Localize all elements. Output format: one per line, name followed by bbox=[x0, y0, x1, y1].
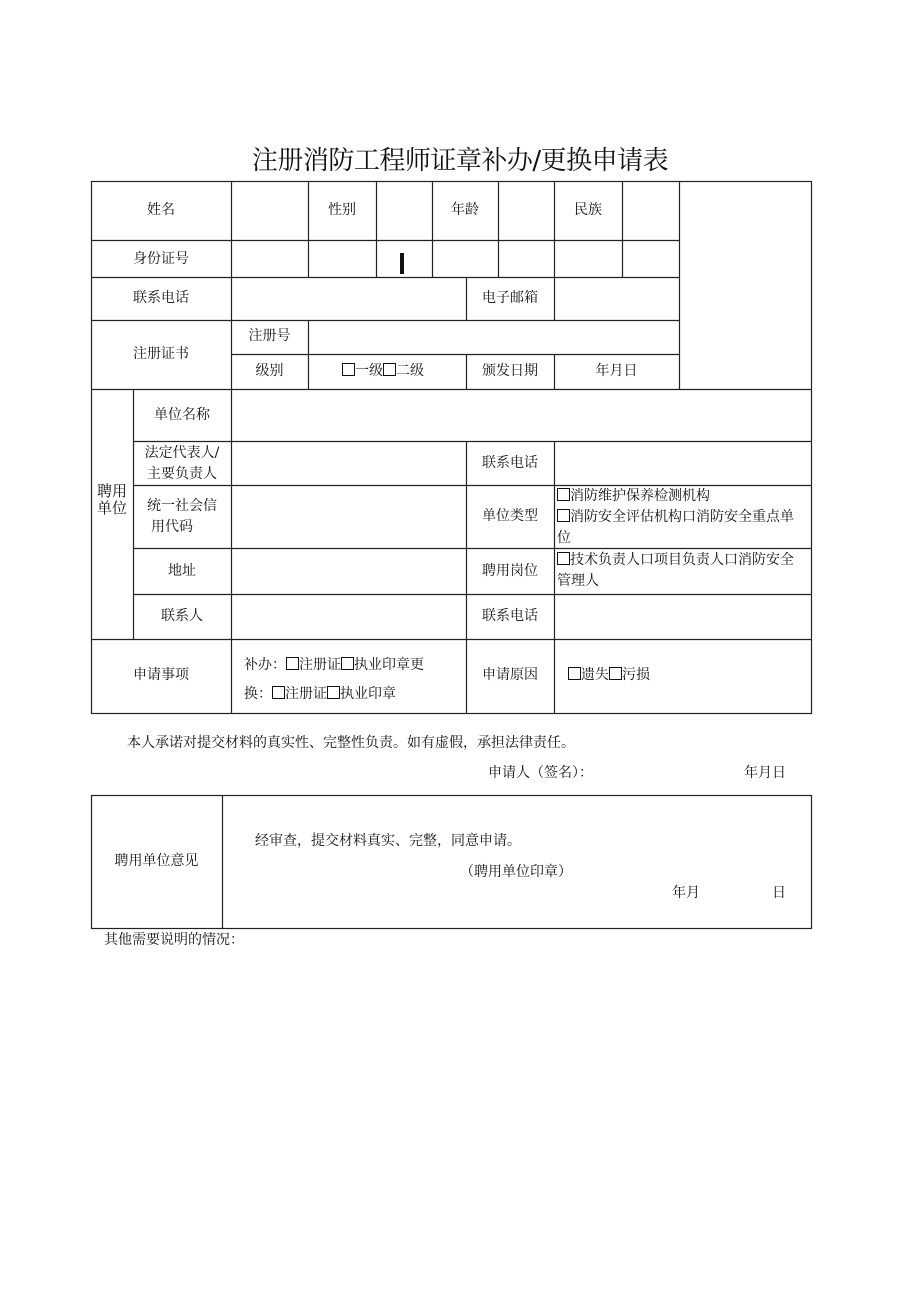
id-number-label: 身份证号 bbox=[133, 251, 189, 267]
position-options-text: 技术负责人口项目负责人口消防安全管理人 bbox=[557, 552, 794, 589]
level-options bbox=[342, 361, 424, 382]
reg-no-label: 注册号 bbox=[248, 328, 291, 344]
issue-date-format: 年月日 bbox=[595, 363, 638, 379]
reissue-label: 补办： bbox=[244, 657, 286, 673]
level1-checkbox[interactable] bbox=[342, 363, 355, 376]
reissue-seal-label: 执业印章更 bbox=[354, 657, 424, 673]
replace-reg-cert-label: 注册证 bbox=[285, 686, 327, 702]
legal-rep-label-2: 主要负责人 bbox=[147, 466, 217, 482]
text-cursor bbox=[400, 253, 404, 274]
address-label: 地址 bbox=[168, 563, 196, 579]
damaged-label: 污损 bbox=[622, 667, 650, 683]
applicant-signature-label: 申请人（签名）： bbox=[488, 765, 593, 781]
level-label: 级别 bbox=[255, 363, 284, 379]
unit-type-option-2-text: 消防安全评估机构口消防安全重点单位 bbox=[557, 509, 794, 546]
reissue-seal-checkbox[interactable] bbox=[341, 657, 354, 670]
unit-type-checkbox-1[interactable] bbox=[557, 488, 570, 501]
reissue-reg-cert-checkbox[interactable] bbox=[286, 657, 299, 670]
unit-type-option-1 bbox=[557, 486, 710, 507]
cert-label: 注册证书 bbox=[133, 346, 189, 362]
application-label: 申请事项 bbox=[133, 667, 189, 683]
applicant-sign-date: 年月日 bbox=[744, 765, 786, 781]
unit-type-checkbox-2[interactable] bbox=[557, 509, 570, 522]
phone-label: 联系电话 bbox=[133, 290, 189, 306]
replace-seal-label: 执业印章 bbox=[340, 686, 396, 702]
damaged-checkbox[interactable] bbox=[609, 667, 622, 680]
opinion-year-month: 年月 bbox=[672, 885, 700, 901]
pledge-text: 本人承诺对提交材料的真实性、完整性负责。如有虚假，承担法律责任。 bbox=[127, 735, 575, 751]
lost-label: 遗失 bbox=[581, 667, 609, 683]
unit-type-option-2 bbox=[557, 507, 807, 549]
level2-checkbox[interactable] bbox=[383, 363, 396, 376]
opinion-label: 聘用单位意见 bbox=[114, 853, 199, 869]
employer-phone-label: 联系电话 bbox=[482, 455, 538, 471]
other-notes-label: 其他需要说明的情况： bbox=[104, 932, 244, 948]
unit-type-label: 单位类型 bbox=[482, 508, 538, 524]
position-options bbox=[557, 550, 807, 592]
age-label: 年龄 bbox=[451, 202, 479, 218]
level1-label: 一级 bbox=[355, 363, 383, 379]
reissue-line bbox=[244, 655, 424, 676]
contact-phone2-label: 联系电话 bbox=[482, 608, 538, 624]
reason-options bbox=[568, 665, 650, 686]
legal-rep-label-1: 法定代表人/ bbox=[144, 445, 220, 461]
replace-label: 换： bbox=[244, 686, 272, 702]
employer-section-label: 聘用单位 bbox=[96, 482, 127, 517]
level2-label: 二级 bbox=[396, 363, 424, 379]
issue-date-label: 颁发日期 bbox=[482, 363, 538, 379]
position-checkbox[interactable] bbox=[557, 552, 570, 565]
gender-label: 性别 bbox=[328, 202, 356, 218]
name-label: 姓名 bbox=[147, 202, 175, 218]
credit-code-label-1: 统一社会信 bbox=[147, 498, 217, 514]
replace-seal-checkbox[interactable] bbox=[327, 686, 340, 699]
reissue-reg-cert-label: 注册证 bbox=[299, 657, 341, 673]
replace-line bbox=[244, 684, 396, 705]
ethnicity-label: 民族 bbox=[574, 202, 602, 218]
unit-name-label: 单位名称 bbox=[154, 407, 210, 423]
contact-person-label: 联系人 bbox=[161, 608, 203, 624]
email-label: 电子邮箱 bbox=[482, 290, 538, 306]
opinion-seal-note: （聘用单位印章） bbox=[460, 864, 572, 880]
credit-code-label-2: 用代码 bbox=[151, 519, 193, 535]
reason-label: 申请原因 bbox=[482, 667, 538, 683]
position-label: 聘用岗位 bbox=[482, 563, 538, 579]
form-title: 注册消防工程师证章补办/更换申请表 bbox=[251, 146, 669, 176]
lost-checkbox[interactable] bbox=[568, 667, 581, 680]
replace-reg-cert-checkbox[interactable] bbox=[272, 686, 285, 699]
opinion-day: 日 bbox=[772, 885, 786, 901]
opinion-text: 经审查，提交材料真实、完整，同意申请。 bbox=[255, 833, 521, 849]
unit-type-option-1-text: 消防维护保养检测机构 bbox=[570, 488, 710, 504]
